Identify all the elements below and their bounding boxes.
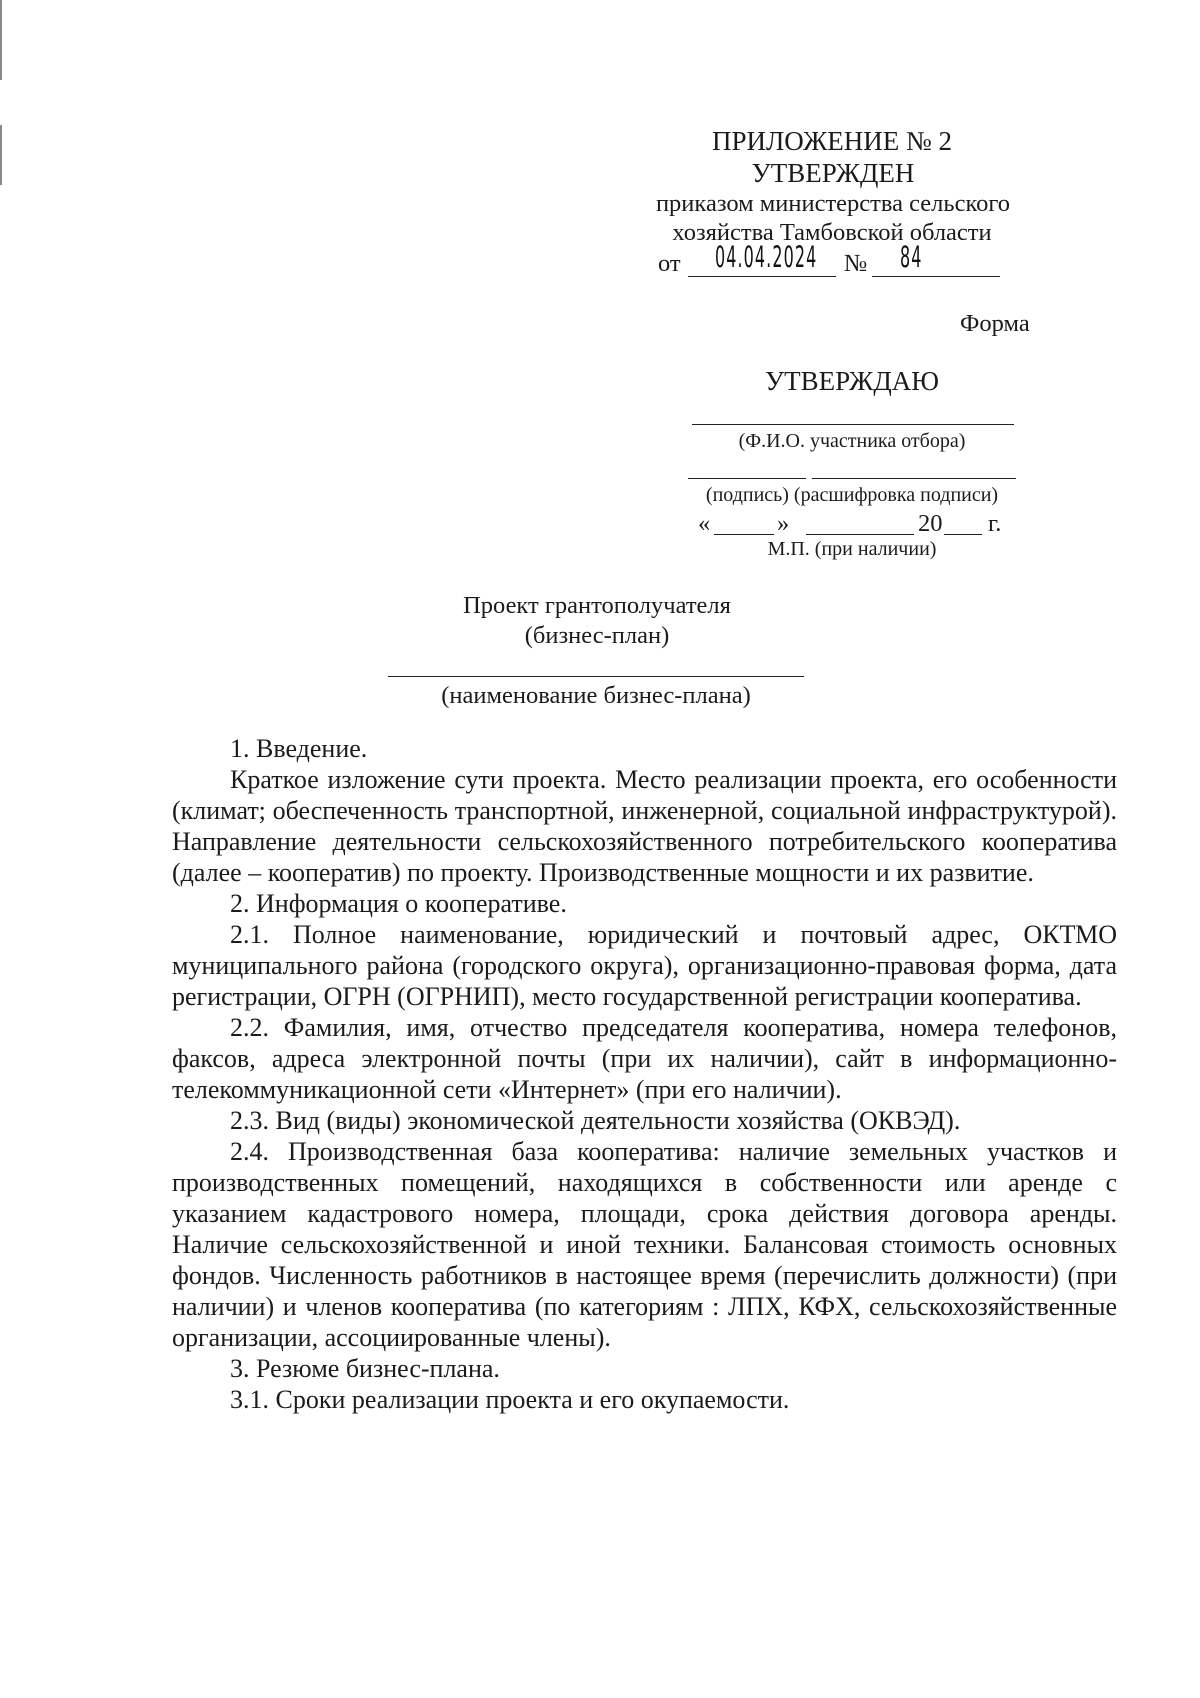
section-heading-summary: 3. Резюме бизнес-плана. [230,1354,500,1383]
plan-name-caption: (наименование бизнес-плана) [441,682,751,709]
date-open-quote: « [698,510,711,537]
signature-line [688,478,806,479]
handwritten-number: 84 [900,240,923,274]
year-line [944,534,982,535]
plan-name-line [388,676,804,677]
signature-caption: (подпись) (расшифровка подписи) [705,484,999,506]
appendix-label: ПРИЛОЖЕНИЕ № 2 [711,126,953,156]
year-prefix: 20 [918,510,943,537]
paragraph-2-1: 2.1. Полное наименование, юридический и почтовый адрес, ОКТМО муниципального района (городского округа), организационно-правовая форма, дата регистрации, ОГРН (ОГРНИП), место государственной регистрации кооператива. [172,920,1117,1011]
section-heading-intro: 1. Введение. [230,734,368,763]
month-line [806,534,914,535]
form-label: Форма [960,310,1030,337]
handwritten-date: 04.04.2024 [715,240,818,274]
fio-caption: (Ф.И.О. участника отбора) [738,430,966,452]
date-close-quote: » [777,510,790,537]
paragraph-3-1: 3.1. Сроки реализации проекта и его окупаемости. [230,1385,790,1414]
approved-label: УТВЕРЖДЕН [751,158,915,188]
date-prefix: от [658,250,681,277]
date-underline [688,276,836,277]
paragraph-2-2: 2.2. Фамилия, имя, отчество председателя кооператива, номера телефонов, факсов, адреса электронной почты (при их наличии), сайт в информационно-телекоммуникационной сети «Интернет» (при его наличии). [172,1013,1117,1104]
section-heading-cooperative: 2. Информация о кооперативе. [230,889,567,918]
approval-title: УТВЕРЖДАЮ [764,366,940,396]
paragraph-2-4: 2.4. Производственная база кооператива: наличие земельных участков и производственных помещений, находящихся в собственности или аренде с указанием кадастрового номера, площади, срока действия договора аренды. Наличие сельскохозяйственной и иной техники. Балансовая стоимость основных фондов. Численность работников в настоящее время (перечислить должности) (при наличии) и членов кооператива (по категориям : ЛПХ, КФХ, сельскохозяйственные организации, ассоциированные члены). [172,1137,1117,1352]
year-suffix: г. [988,510,1002,537]
project-title-line-1: Проект грантополучателя [463,592,731,619]
project-title-line-2: (бизнес-план) [524,622,670,649]
number-sign: № [844,250,868,277]
signature-decode-line [812,478,1016,479]
paragraph-intro: Краткое изложение сути проекта. Место реализации проекта, его особенности (климат; обеспеченность транспортной, инженерной, социальной инфраструктурой). Направление деятельности сельскохозяйственного потребительского кооператива (далее – кооператив) по проекту. Производственные мощности и их развитие. [172,765,1117,887]
scan-edge-mark-mid [0,125,2,185]
scan-edge-mark-top [0,0,2,80]
number-underline [872,276,1000,277]
seal-caption: М.П. (при наличии) [767,538,937,560]
paragraph-2-3: 2.3. Вид (виды) экономической деятельности хозяйства (ОКВЭД). [230,1106,961,1135]
fio-line [692,424,1014,425]
day-line [714,534,774,535]
order-line-1: приказом министерства сельского [655,190,1011,217]
document-body [172,733,1117,1415]
order-line-2: хозяйства Тамбовской области [672,219,992,246]
